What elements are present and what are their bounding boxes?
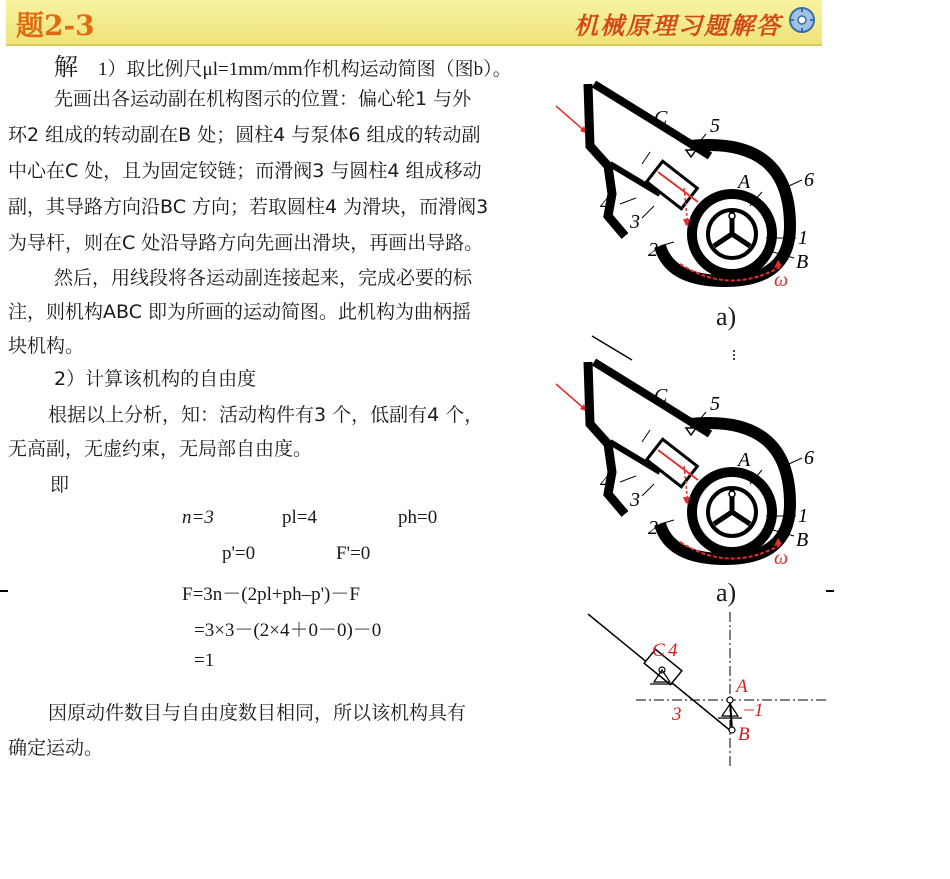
label-1: 1 bbox=[754, 700, 764, 721]
ji-label: 即 bbox=[50, 474, 70, 496]
label-1: 1 bbox=[798, 227, 808, 249]
formula-n: n=3 bbox=[182, 507, 214, 528]
p2-line: 块机构。 bbox=[8, 335, 85, 357]
label-B: B bbox=[796, 529, 809, 551]
label-2: 2 bbox=[648, 239, 658, 261]
p1-line: 先画出各运动副在机构图示的位置：偏心轮1 与外 bbox=[54, 88, 472, 110]
label-A: A bbox=[738, 449, 751, 471]
header-banner bbox=[6, 0, 822, 46]
label-5: 5 bbox=[710, 115, 720, 137]
label-5: 5 bbox=[710, 393, 720, 415]
label-4: 4 bbox=[668, 640, 678, 661]
label-B: B bbox=[738, 724, 750, 745]
p3-line: 根据以上分析，知：活动构件有3 个，低副有4 个， bbox=[48, 404, 484, 426]
p1-line: 副，其导路方向沿BC 方向；若取圆柱4 为滑块，而滑阀3 bbox=[8, 196, 489, 218]
label-C: C bbox=[654, 107, 668, 129]
step2-heading: 2）计算该机构的自由度 bbox=[54, 368, 257, 390]
label-A: A bbox=[738, 171, 751, 193]
jie-label: 解 bbox=[54, 53, 78, 81]
kinematic-sketch-figure bbox=[582, 608, 832, 772]
figure-caption-a: a) bbox=[716, 578, 737, 607]
label-B: B bbox=[796, 251, 809, 273]
p1-line: 环2 组成的转动副在B 处；圆柱4 与泵体6 组成的转动副 bbox=[8, 124, 481, 146]
label-omega: ω bbox=[774, 547, 789, 569]
formula-F-sub: =3×3－(2×4＋0－0)－0 bbox=[194, 620, 382, 641]
label-omega: ω bbox=[774, 269, 789, 291]
label-4: 4 bbox=[600, 193, 610, 215]
label-6: 6 bbox=[804, 169, 814, 191]
label-3: 3 bbox=[630, 489, 640, 511]
slide-valve-3 bbox=[647, 161, 698, 209]
label-2: 2 bbox=[648, 517, 658, 539]
pump-mechanism-figure-top bbox=[550, 76, 820, 306]
figure-caption-a: a) bbox=[716, 302, 737, 331]
label-C: C bbox=[652, 640, 665, 661]
label-A: A bbox=[736, 676, 748, 697]
problem-number: 题2-3 bbox=[16, 9, 95, 42]
p2-line: 注，则机构ABC 即为所画的运动简图。此机构为曲柄摇 bbox=[8, 301, 472, 323]
label-4: 4 bbox=[600, 471, 610, 493]
label-C: C bbox=[654, 385, 668, 407]
formula-Fprime: F'=0 bbox=[336, 543, 371, 564]
label-1: 1 bbox=[798, 505, 808, 527]
label-6: 6 bbox=[804, 447, 814, 469]
p3-line: 无高副，无虚约束，无局部自由度。 bbox=[8, 438, 313, 460]
p1-line: 中心在C 处，且为固定铰链；而滑阀3 与圆柱4 组成移动 bbox=[8, 160, 482, 182]
conclusion-line: 确定运动。 bbox=[8, 737, 104, 759]
conclusion-line: 因原动件数目与自由度数目相同，所以该机构具有 bbox=[48, 702, 467, 724]
book-title: 机械原理习题解答 bbox=[574, 11, 782, 40]
page-edge-mark bbox=[0, 590, 8, 592]
gear-cd-icon bbox=[788, 6, 816, 34]
label-3: 3 bbox=[630, 211, 640, 233]
slide-valve-3 bbox=[647, 439, 698, 487]
step1-line bbox=[54, 55, 512, 82]
formula-pl: pl=4 bbox=[282, 507, 317, 528]
formula-F-res: =1 bbox=[194, 650, 215, 671]
p1-line: 为导杆，则在C 处沿导路方向先画出滑块，再画出导路。 bbox=[8, 232, 484, 254]
p2-line: 然后，用线段将各运动副连接起来，完成必要的标 bbox=[54, 267, 473, 289]
page-edge-mark bbox=[826, 590, 834, 592]
formula-F-expr: F=3n－(2pl+ph–p')－F bbox=[182, 584, 360, 605]
formula-ph: ph=0 bbox=[398, 507, 438, 528]
label-3: 3 bbox=[672, 704, 682, 725]
pump-mechanism-figure-bottom bbox=[550, 354, 820, 584]
formula-pprime: p'=0 bbox=[222, 543, 256, 564]
step1-text: 1）取比例尺μl=1mm/mm作机构运动简图（图b）。 bbox=[98, 59, 512, 80]
